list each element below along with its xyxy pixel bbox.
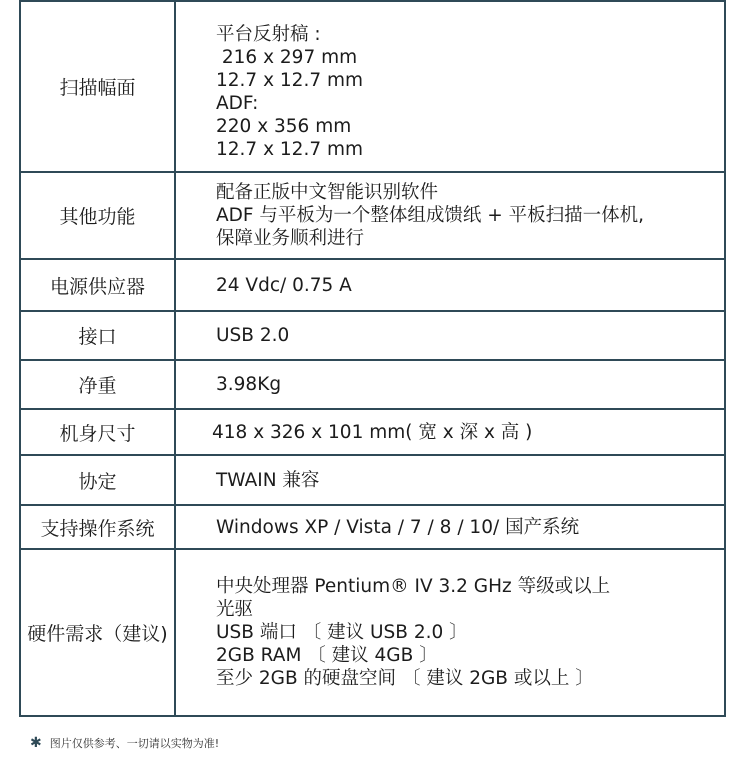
value-line: 平台反射稿 : (216, 23, 321, 45)
value-line: 418 x 326 x 101 mm( 宽 x 深 x 高 ) (212, 421, 533, 443)
value-line: 12.7 x 12.7 mm (216, 138, 364, 160)
value-line: 光驱 (216, 599, 254, 620)
pin-icon: ✱ (30, 735, 42, 751)
spec-table (19, 0, 726, 717)
value-line: 至少 2GB 的硬盘空间 〔 建议 2GB 或以上 〕 (216, 668, 594, 689)
value-line: 3.98Kg (216, 374, 282, 395)
value-line: 220 x 356 mm (216, 115, 352, 137)
value-line: Windows XP / Vista / 7 / 8 / 10/ 国产系统 (216, 516, 580, 538)
value-line: 配备正版中文智能识别软件 (216, 182, 439, 203)
table-row (20, 259, 725, 311)
row-value (175, 311, 725, 360)
row-label: 接口 (20, 311, 175, 360)
value-line: ADF 与平板为一个整体组成馈纸 + 平板扫描一体机, (216, 205, 645, 226)
row-value (175, 549, 725, 716)
value-line: TWAIN 兼容 (216, 469, 320, 491)
row-label: 其他功能 (20, 172, 175, 259)
row-value (175, 455, 725, 505)
table-row (20, 360, 725, 409)
row-value (175, 505, 725, 549)
row-value (175, 360, 725, 409)
table-row (20, 172, 725, 259)
value-line: USB 端口 〔 建议 USB 2.0 〕 (216, 622, 468, 643)
value-line: 216 x 297 mm (216, 46, 358, 68)
value-line: 24 Vdc/ 0.75 A (216, 274, 352, 296)
row-label: 扫描幅面 (20, 1, 175, 172)
row-label: 机身尺寸 (20, 409, 175, 455)
footnote (30, 735, 219, 751)
table-row (20, 409, 725, 455)
value-line: USB 2.0 (216, 325, 290, 346)
value-line: 中央处理器 Pentium® IV 3.2 GHz 等级或以上 (216, 576, 611, 597)
row-label: 支持操作系统 (20, 505, 175, 549)
table-row (20, 505, 725, 549)
footnote-text: 图片仅供参考、一切请以实物为准! (49, 737, 220, 750)
row-label: 硬件需求（建议) (20, 549, 175, 716)
row-value (175, 1, 725, 172)
table-row (20, 1, 725, 172)
row-value (175, 259, 725, 311)
row-value (175, 409, 725, 455)
row-label: 电源供应器 (20, 259, 175, 311)
row-value (175, 172, 725, 259)
value-line: 2GB RAM 〔 建议 4GB 〕 (216, 645, 438, 666)
row-label: 协定 (20, 455, 175, 505)
value-line: 保障业务顺利进行 (216, 228, 365, 249)
table-row (20, 311, 725, 360)
table-row (20, 455, 725, 505)
table-row (20, 549, 725, 716)
value-line: ADF: (216, 92, 259, 114)
row-label: 净重 (20, 360, 175, 409)
value-line: 12.7 x 12.7 mm (216, 69, 364, 91)
